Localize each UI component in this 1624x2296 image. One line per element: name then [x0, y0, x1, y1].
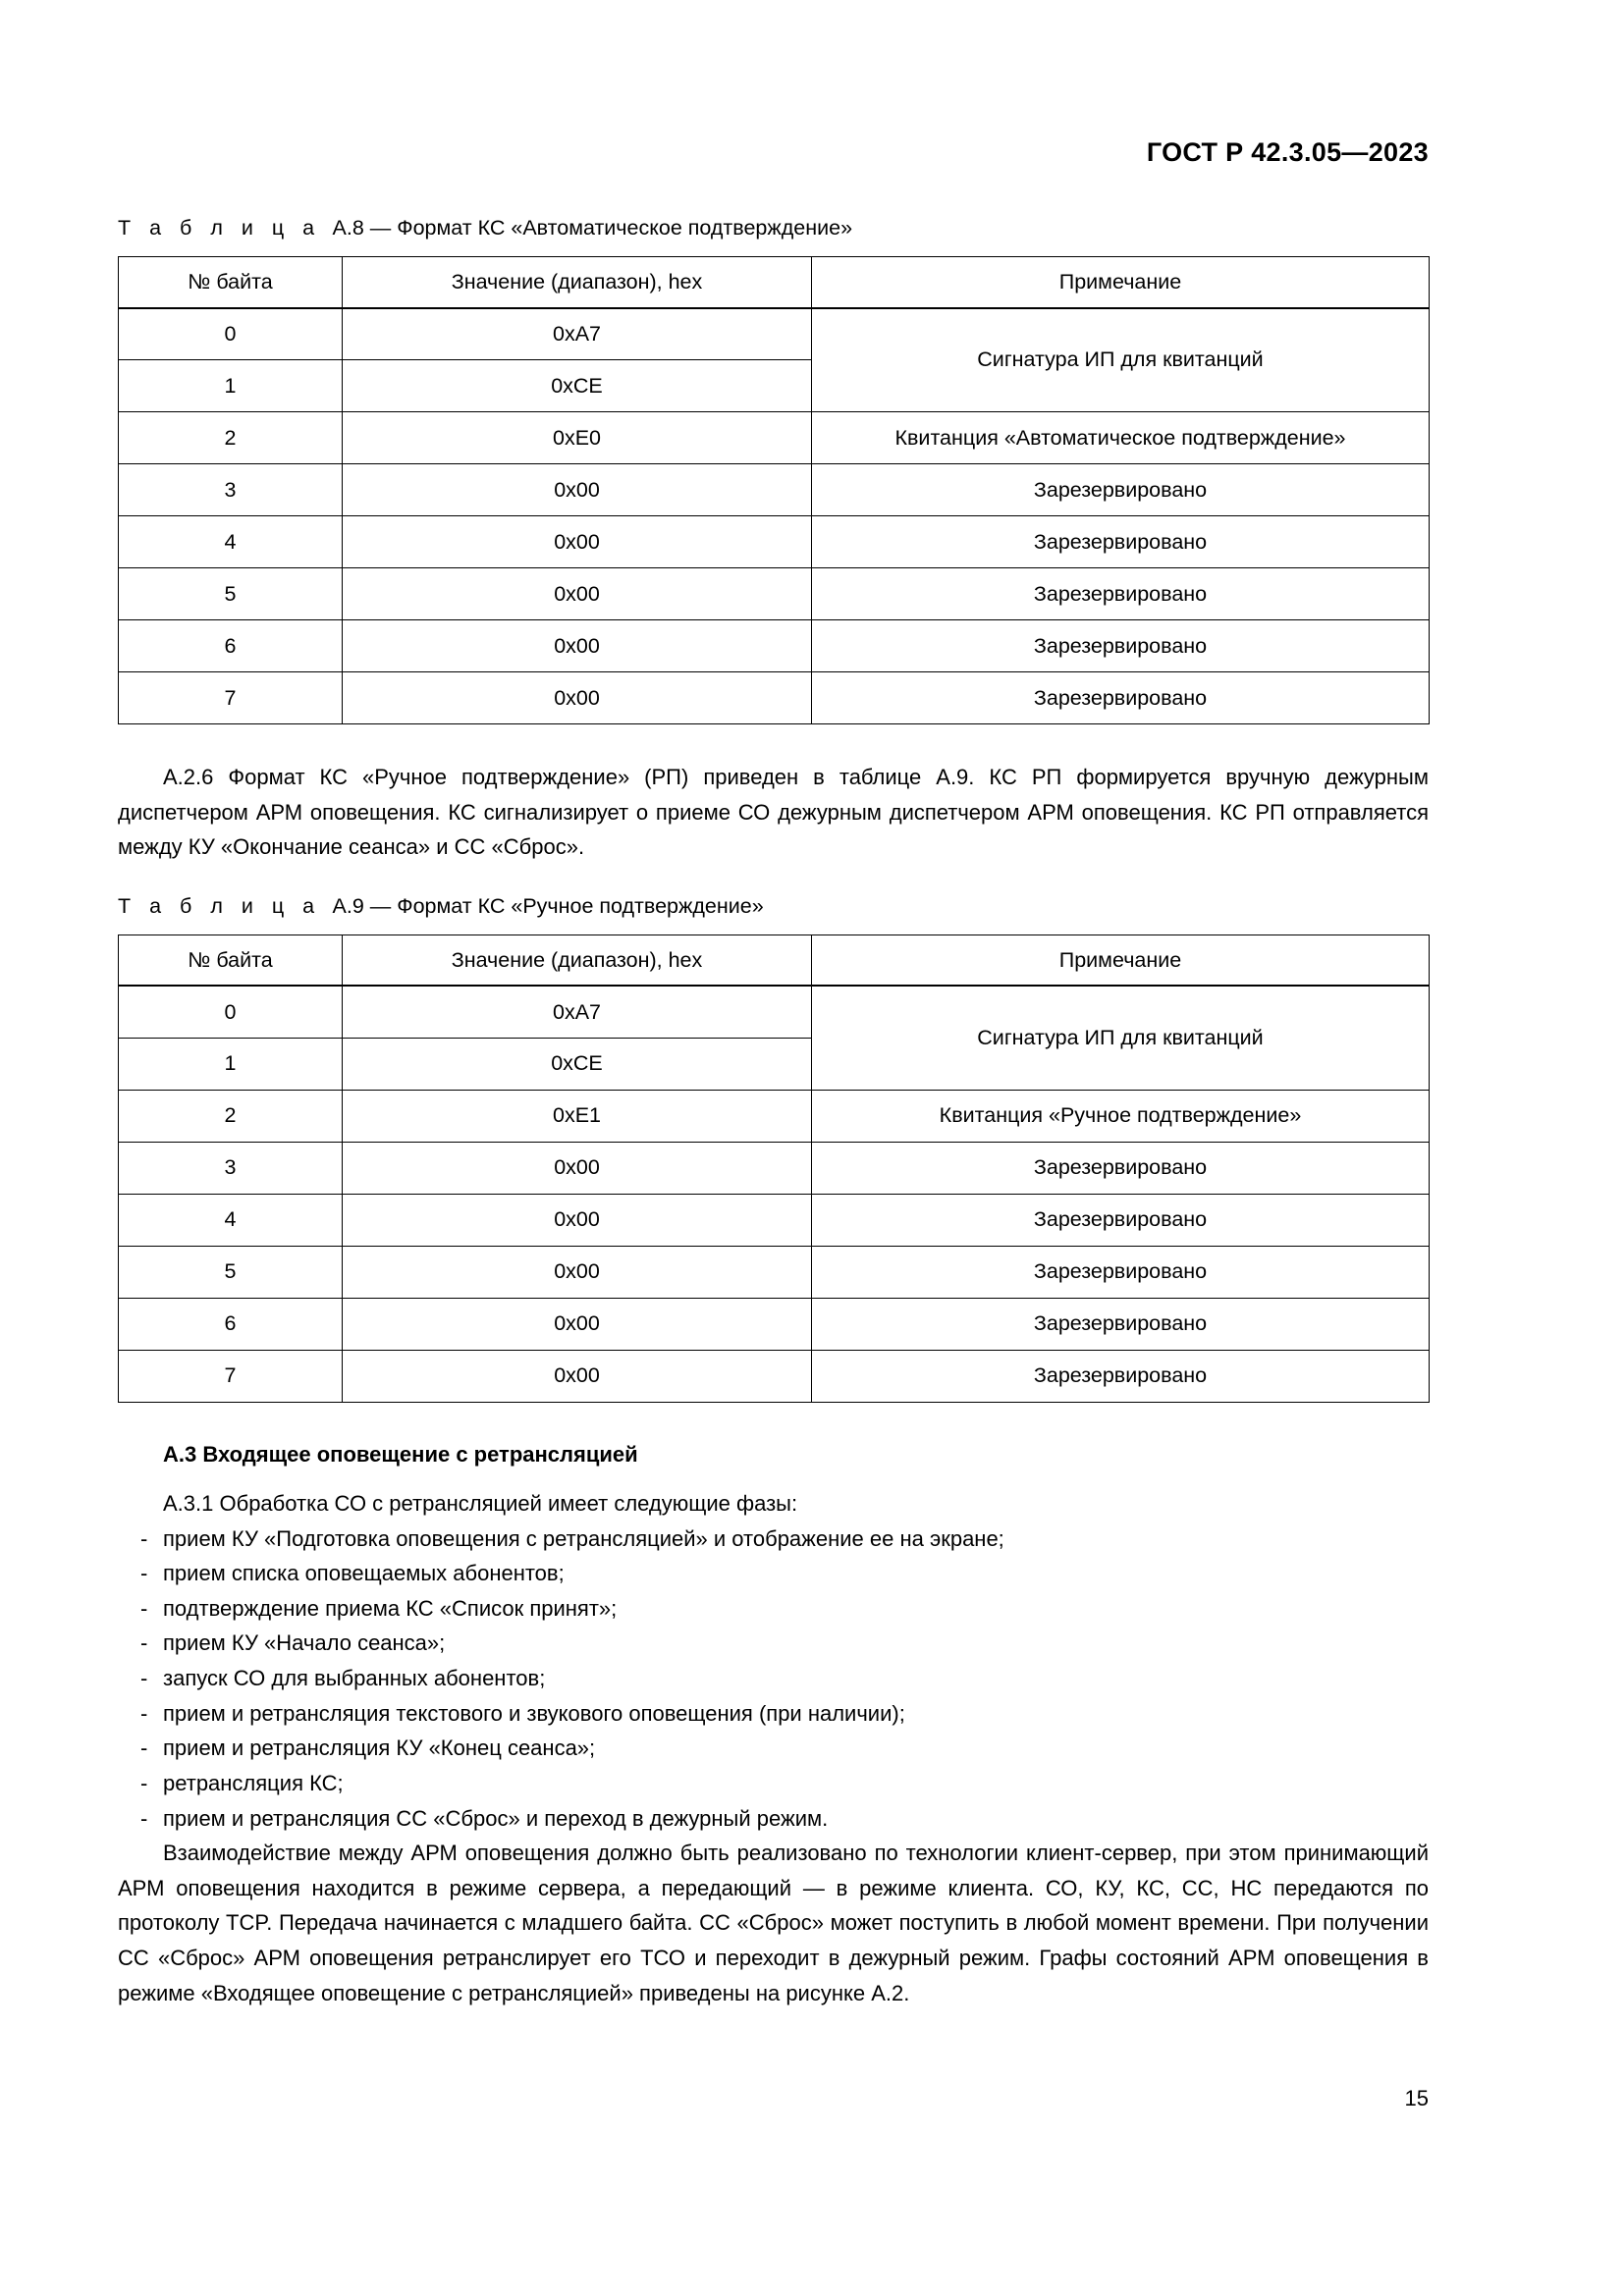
list-item [118, 1801, 1429, 1837]
table-row [119, 986, 1430, 1038]
list-item [118, 1696, 1429, 1732]
table-caption-a8-label: Т а б л и ц а [118, 216, 321, 240]
running-header [118, 137, 1429, 168]
paragraph-a31-lead: А.3.1 Обработка СО с ретрансляцией имеет следующие фазы: [163, 1490, 798, 1516]
list-dash: - [140, 1525, 148, 1551]
list-item-text: прием КУ «Начало сеанса»; [163, 1630, 446, 1656]
list-item [118, 1522, 1429, 1557]
table-caption-a9 [118, 892, 1429, 921]
cell-byte: 1 [119, 1038, 343, 1090]
table-row [119, 412, 1430, 464]
table-a9-col-value: Значение (диапазон), hex [343, 934, 812, 986]
cell-byte: 3 [119, 1142, 343, 1194]
page-content [118, 214, 1429, 2010]
table-row [119, 464, 1430, 516]
table-a8-col-value: Значение (диапазон), hex [343, 257, 812, 308]
cell-value: 0x00 [343, 464, 812, 516]
cell-value: 0xE1 [343, 1090, 812, 1142]
cell-note: Зарезервировано [812, 1142, 1430, 1194]
list-item [118, 1766, 1429, 1801]
table-row [119, 1246, 1430, 1298]
cell-value: 0x00 [343, 516, 812, 568]
cell-note: Зарезервировано [812, 1246, 1430, 1298]
cell-value: 0x00 [343, 1142, 812, 1194]
table-row [119, 516, 1430, 568]
cell-byte: 4 [119, 516, 343, 568]
list-item-text: ретрансляция КС; [163, 1770, 344, 1795]
cell-byte: 7 [119, 1350, 343, 1402]
cell-note: Сигнатура ИП для квитанций [812, 986, 1430, 1090]
cell-value: 0x00 [343, 568, 812, 620]
cell-byte: 1 [119, 360, 343, 412]
table-a8 [118, 256, 1430, 724]
cell-note: Зарезервировано [812, 1194, 1430, 1246]
table-a8-header-row [119, 257, 1430, 308]
table-row [119, 1194, 1430, 1246]
table-row [119, 1142, 1430, 1194]
list-item [118, 1591, 1429, 1627]
table-a8-col-byte: № байта [119, 257, 343, 308]
list-item-text: прием и ретрансляция текстового и звукового оповещения (при наличии); [163, 1700, 905, 1726]
table-row [119, 308, 1430, 360]
cell-byte: 4 [119, 1194, 343, 1246]
table-caption-a8 [118, 214, 1429, 242]
cell-value: 0x00 [343, 1298, 812, 1350]
cell-value: 0x00 [343, 672, 812, 724]
list-dash: - [140, 1735, 148, 1761]
table-a8-col-note: Примечание [812, 257, 1430, 308]
list-dash: - [140, 1630, 148, 1656]
cell-value: 0x00 [343, 620, 812, 672]
cell-byte: 6 [119, 620, 343, 672]
cell-byte: 6 [119, 1298, 343, 1350]
cell-byte: 7 [119, 672, 343, 724]
table-a9-col-byte: № байта [119, 934, 343, 986]
list-dash: - [140, 1595, 148, 1621]
list-item-text: прием и ретрансляция КУ «Конец сеанса»; [163, 1735, 596, 1761]
list-dash: - [140, 1666, 148, 1691]
table-row [119, 568, 1430, 620]
list-dash: - [140, 1770, 148, 1795]
list-dash: - [140, 1805, 148, 1831]
table-row [119, 1298, 1430, 1350]
cell-value: 0x00 [343, 1350, 812, 1402]
cell-byte: 0 [119, 308, 343, 360]
cell-value: 0xCE [343, 1038, 812, 1090]
cell-note: Зарезервировано [812, 516, 1430, 568]
cell-value: 0xCE [343, 360, 812, 412]
cell-note: Квитанция «Автоматическое подтверждение» [812, 412, 1430, 464]
cell-note: Зарезервировано [812, 1298, 1430, 1350]
list-item-text: прием и ретрансляция СС «Сброс» и переход в дежурный режим. [163, 1805, 829, 1831]
section-heading-a3: А.3 Входящее оповещение с ретрансляцией [163, 1441, 638, 1467]
list-item-text: прием КУ «Подготовка оповещения с ретрансляцией» и отображение ее на экране; [163, 1525, 1004, 1551]
cell-byte: 2 [119, 412, 343, 464]
cell-note: Сигнатура ИП для квитанций [812, 308, 1430, 412]
table-caption-a9-text: А.9 — Формат КС «Ручное подтверждение» [332, 893, 764, 918]
cell-note: Зарезервировано [812, 672, 1430, 724]
table-a9 [118, 934, 1430, 1403]
cell-byte: 3 [119, 464, 343, 516]
cell-byte: 2 [119, 1090, 343, 1142]
table-row [119, 620, 1430, 672]
list-item-text: запуск СО для выбранных абонентов; [163, 1666, 546, 1691]
list-item-text: подтверждение приема КС «Список принят»; [163, 1595, 618, 1621]
table-row [119, 1350, 1430, 1402]
phase-list [118, 1522, 1429, 1837]
cell-value: 0x00 [343, 1194, 812, 1246]
paragraph-a3-closing: Взаимодействие между АРМ оповещения должно быть реализовано по технологии клиент-сервер, при этом принимающий АРМ оповещения находится в режиме сервера, а передающий — в режиме клиента. СО, КУ, КС, СС, НС передаются по протоколу TCP. Передача начинается с младшего байта. СС «Сброс» может поступить в любой момент времени. При получении СС «Сброс» АРМ оповещения ретранслирует его ТСО и переходит в дежурный режим. Графы состояний АРМ оповещения в режиме «Входящее оповещение с ретрансляцией» приведены на рисунке А.2. [118, 1841, 1429, 2005]
cell-note: Зарезервировано [812, 568, 1430, 620]
cell-byte: 5 [119, 568, 343, 620]
table-row [119, 1090, 1430, 1142]
cell-note: Зарезервировано [812, 620, 1430, 672]
cell-note: Зарезервировано [812, 464, 1430, 516]
list-item-text: прием списка оповещаемых абонентов; [163, 1561, 565, 1586]
cell-value: 0xA7 [343, 308, 812, 360]
cell-value: 0xE0 [343, 412, 812, 464]
cell-value: 0xA7 [343, 986, 812, 1038]
list-item [118, 1556, 1429, 1591]
table-row [119, 672, 1430, 724]
table-a9-header-row [119, 934, 1430, 986]
standard-designation: ГОСТ Р 42.3.05—2023 [1146, 137, 1429, 167]
list-dash: - [140, 1561, 148, 1586]
table-caption-a9-label: Т а б л и ц а [118, 893, 321, 918]
cell-note: Квитанция «Ручное подтверждение» [812, 1090, 1430, 1142]
list-item [118, 1661, 1429, 1696]
list-item [118, 1731, 1429, 1766]
cell-byte: 0 [119, 986, 343, 1038]
table-a9-col-note: Примечание [812, 934, 1430, 986]
list-item [118, 1626, 1429, 1661]
cell-byte: 5 [119, 1246, 343, 1298]
cell-value: 0x00 [343, 1246, 812, 1298]
cell-note: Зарезервировано [812, 1350, 1430, 1402]
page-number: 15 [1404, 2086, 1429, 2110]
paragraph-a26: А.2.6 Формат КС «Ручное подтверждение» (РП) приведен в таблице А.9. КС РП формируется вручную дежурным диспетчером АРМ оповещения. КС сигнализирует о приеме СО дежурным диспетчером АРМ оповещения. КС РП отправляется между КУ «Окончание сеанса» и СС «Сброс». [118, 765, 1429, 860]
list-dash: - [140, 1700, 148, 1726]
table-caption-a8-text: А.8 — Формат КС «Автоматическое подтверждение» [332, 216, 853, 240]
